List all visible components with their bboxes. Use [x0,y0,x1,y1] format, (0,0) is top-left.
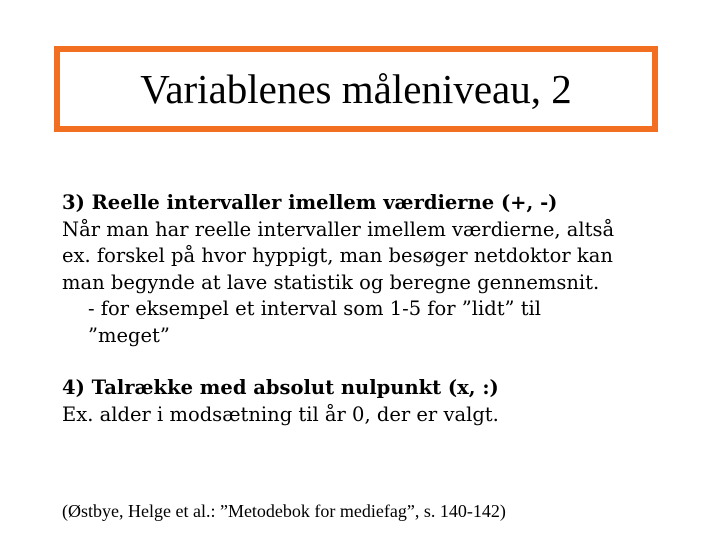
section-3-line-1: Når man har reelle intervaller imellem værdierne, altså [62,217,615,241]
section-4-line-1: Ex. alder i modsætning til år 0, der er valgt. [62,402,499,426]
section-3-line-2: ex. forskel på hvor hyppigt, man besøger netdoktor kan [62,244,613,267]
section-3-subline-1: - for eksempel et interval som 1-5 for ”lidt” til [88,297,542,320]
section-3-subline-2: ”meget” [88,323,170,347]
section-3-line-3: man begynde at lave statistik og beregne gennemsnit. [62,270,600,294]
section-4-heading: 4) Talrække med absolut nulpunkt (x, :) [62,376,499,399]
section-3-heading: 3) Reelle intervaller imellem værdierne (+, -) [62,191,558,214]
section-gap [62,349,702,375]
slide-title: Variablenes måleniveau, 2 [140,65,572,112]
reference-citation: (Østbye, Helge et al.: ”Metodebok for mediefag”, s. 140-142) [62,501,506,521]
slide-body [62,190,702,428]
title-box [54,46,658,132]
